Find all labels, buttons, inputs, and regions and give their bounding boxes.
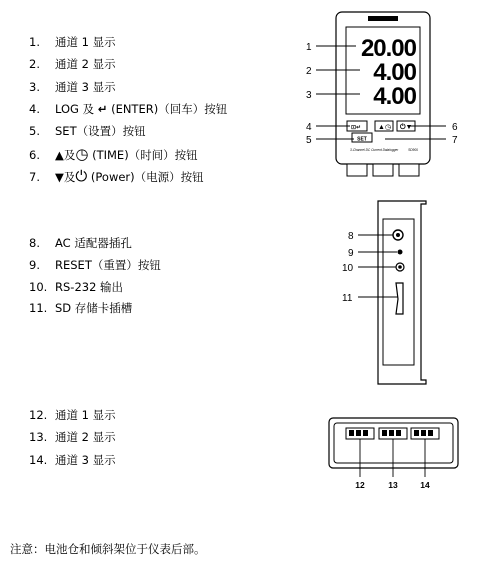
model-label: SD900 bbox=[408, 148, 418, 152]
legend-item: 8. AC 适配器插孔 bbox=[29, 236, 132, 250]
power-icon: ⏻ bbox=[75, 167, 88, 185]
callout-7: 7 bbox=[452, 135, 458, 146]
reading-ch1: 20.00 bbox=[360, 35, 416, 62]
legend-item: 1. 通道 1 显示 bbox=[29, 35, 116, 49]
connector-ch1 bbox=[346, 428, 374, 439]
callout-12: 12 bbox=[355, 480, 365, 490]
connector-ch2 bbox=[379, 428, 407, 439]
callout-11: 11 bbox=[342, 293, 353, 304]
legend-item: 3. 通道 3 显示 bbox=[29, 80, 116, 94]
legend-item: 10. RS-232 输出 bbox=[29, 280, 124, 294]
product-line-label: 3-Channel DC Current Datalogger bbox=[350, 148, 399, 152]
callout-2: 2 bbox=[306, 66, 312, 77]
callout-8: 8 bbox=[348, 231, 354, 242]
legend-item: 4. LOG 及 ↵ (ENTER)（回车）按钮 bbox=[29, 102, 228, 116]
legend-item: 14. 通道 3 显示 bbox=[29, 453, 116, 467]
legend-item: 12. 通道 1 显示 bbox=[29, 408, 116, 422]
callout-6: 6 bbox=[452, 122, 458, 133]
legend-item: 9. RESET（重置）按钮 bbox=[29, 258, 161, 272]
reset-button bbox=[398, 250, 403, 255]
callout-5: 5 bbox=[306, 135, 312, 146]
foot bbox=[373, 164, 393, 176]
callout-10: 10 bbox=[342, 263, 354, 274]
enter-icon: ↵ bbox=[97, 102, 108, 116]
callout-1: 1 bbox=[306, 42, 312, 53]
log-enter-icon: ⊡↵ bbox=[351, 125, 362, 131]
legend-item: 6. ▲及◷ (TIME)（时间）按钮 bbox=[29, 145, 198, 163]
legend-item: 11. SD 存储卡插槽 bbox=[29, 301, 133, 315]
connector-ch3 bbox=[411, 428, 439, 439]
callout-9: 9 bbox=[348, 248, 354, 259]
reading-ch2: 4.00 bbox=[373, 59, 416, 86]
legend-item: 5. SET（设置）按钮 bbox=[29, 124, 146, 138]
callout-14: 14 bbox=[420, 480, 430, 490]
callout-3: 3 bbox=[306, 90, 312, 101]
brand-logo bbox=[368, 16, 398, 21]
callout-4: 4 bbox=[306, 122, 312, 133]
front-view bbox=[306, 12, 458, 176]
set-button-label: SET bbox=[357, 136, 367, 143]
foot bbox=[347, 164, 367, 176]
bottom-view bbox=[329, 418, 458, 490]
side-view bbox=[342, 201, 426, 384]
legend-item: 7. ▼及⏻ (Power)（电源）按钮 bbox=[29, 167, 204, 185]
reading-ch3: 4.00 bbox=[373, 83, 416, 110]
callout-13: 13 bbox=[388, 480, 398, 490]
legend-item: 2. 通道 2 显示 bbox=[29, 57, 116, 71]
up-time-icon: ▲◷ bbox=[378, 124, 392, 131]
legend-item: 13. 通道 2 显示 bbox=[29, 430, 116, 444]
foot bbox=[399, 164, 419, 176]
power-down-icon: ⏻▼ bbox=[400, 124, 413, 131]
clock-icon: ◷ bbox=[75, 145, 89, 163]
note-text: 注意：电池仓和倾斜架位于仪表后部。 bbox=[10, 542, 206, 556]
